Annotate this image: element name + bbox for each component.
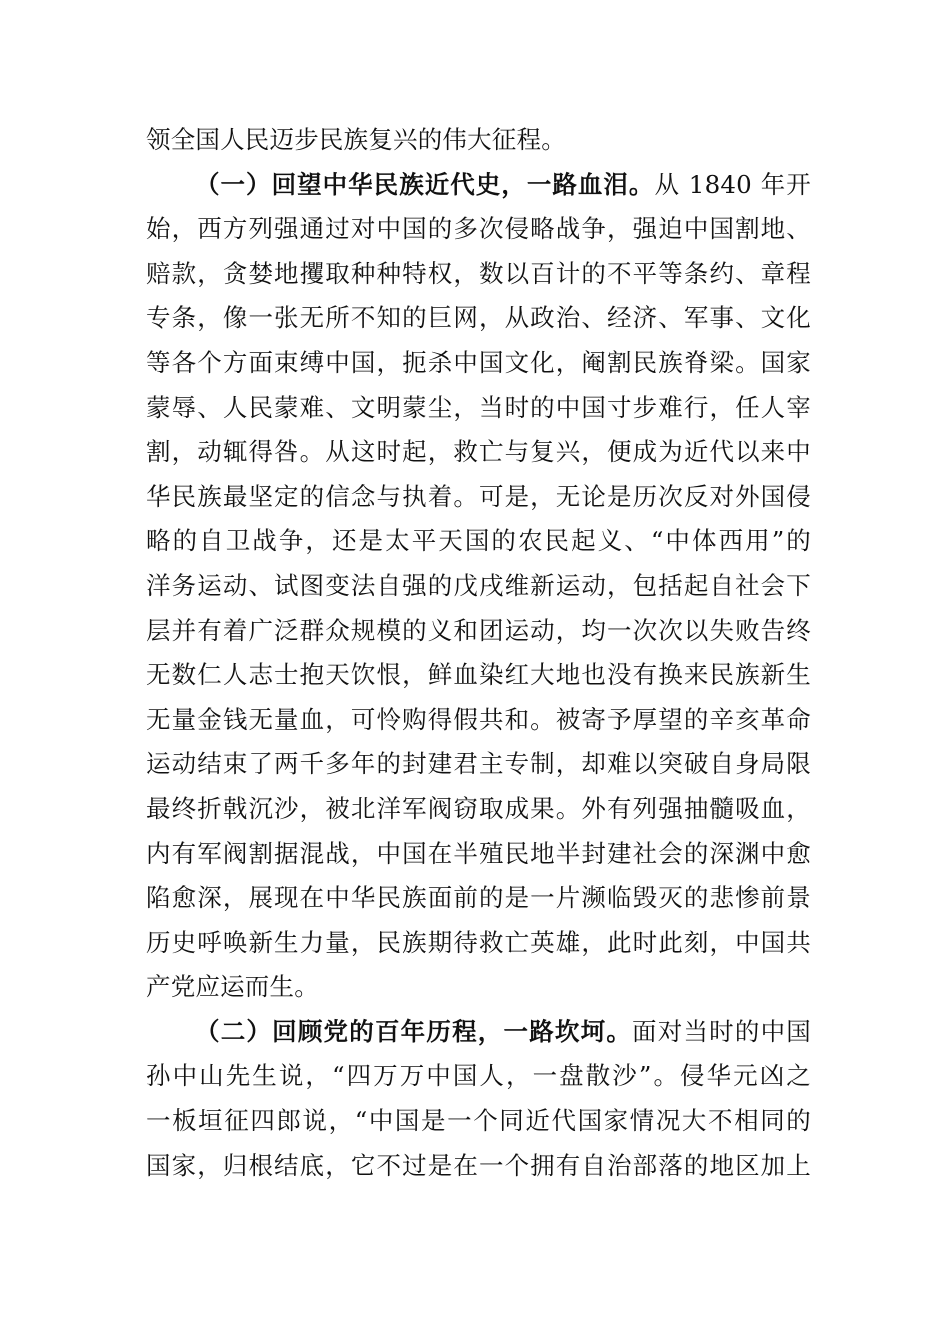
section-heading: （二）回顾党的百年历程，一路坎坷。 bbox=[195, 1016, 633, 1046]
text-line: 内有军阀割据混战，中国在半殖民地半封建社会的深渊中愈 bbox=[146, 838, 811, 868]
text-run: 从 1840 年开 bbox=[654, 169, 811, 199]
text-line: 国家，归根结底，它不过是在一个拥有自治部落的地区加上 bbox=[146, 1150, 811, 1180]
text-line: 最终折戟沉沙，被北洋军阀窃取成果。外有列强抽髓吸血， bbox=[146, 793, 811, 823]
paragraph-first-line bbox=[146, 1010, 811, 1055]
text-line: 一板垣征四郎说，“中国是一个同近代国家情况大不相同的 bbox=[146, 1106, 811, 1136]
text-line: 略的自卫战争，还是太平天国的农民起义、“中体西用”的 bbox=[146, 526, 811, 556]
text-line: 历史呼唤新生力量，民族期待救亡英雄，此时此刻，中国共 bbox=[146, 927, 811, 957]
text-line: 等各个方面束缚中国，扼杀中国文化，阉割民族脊梁。国家 bbox=[146, 347, 811, 377]
text-line: 孙中山先生说，“四万万中国人，一盘散沙”。侵华元凶之 bbox=[146, 1061, 811, 1091]
text-run: 面对当时的中国 bbox=[632, 1016, 811, 1046]
text-line: 领全国人民迈步民族复兴的伟大征程。 bbox=[146, 125, 566, 154]
text-line: 无量金钱无量血，可怜购得假共和。被寄予厚望的辛亥革命 bbox=[146, 704, 811, 734]
text-line: 割，动辄得咎。从这时起，救亡与复兴，便成为近代以来中 bbox=[146, 437, 811, 467]
text-line: 蒙辱、人民蒙难、文明蒙尘，当时的中国寸步难行，任人宰 bbox=[146, 392, 811, 422]
section-heading: （一）回望中华民族近代史，一路血泪。 bbox=[195, 169, 655, 199]
text-line: 专条，像一张无所不知的巨网，从政治、经济、军事、文化 bbox=[146, 303, 811, 333]
text-line: 运动结束了两千多年的封建君主专制，却难以突破自身局限 bbox=[146, 749, 811, 779]
text-line: 华民族最坚定的信念与执着。可是，无论是历次反对外国侵 bbox=[146, 481, 811, 511]
text-line: 洋务运动、试图变法自强的戊戌维新运动，包括起自社会下 bbox=[146, 570, 811, 600]
text-line: 陷愈深，展现在中华民族面前的是一片濒临毁灭的悲惨前景 bbox=[146, 883, 811, 913]
paragraph-first-line bbox=[146, 163, 811, 208]
body-text bbox=[146, 118, 811, 1188]
text-line: 层并有着广泛群众规模的义和团运动，均一次次以失败告终 bbox=[146, 615, 811, 645]
text-line: 赔款，贪婪地攫取种种特权，数以百计的不平等条约、章程 bbox=[146, 258, 811, 288]
text-line: 无数仁人志士抱天饮恨，鲜血染红大地也没有换来民族新生 bbox=[146, 660, 811, 690]
text-line: 产党应运而生。 bbox=[146, 972, 319, 1002]
text-line: 始，西方列强通过对中国的多次侵略战争，强迫中国割地、 bbox=[146, 214, 811, 244]
